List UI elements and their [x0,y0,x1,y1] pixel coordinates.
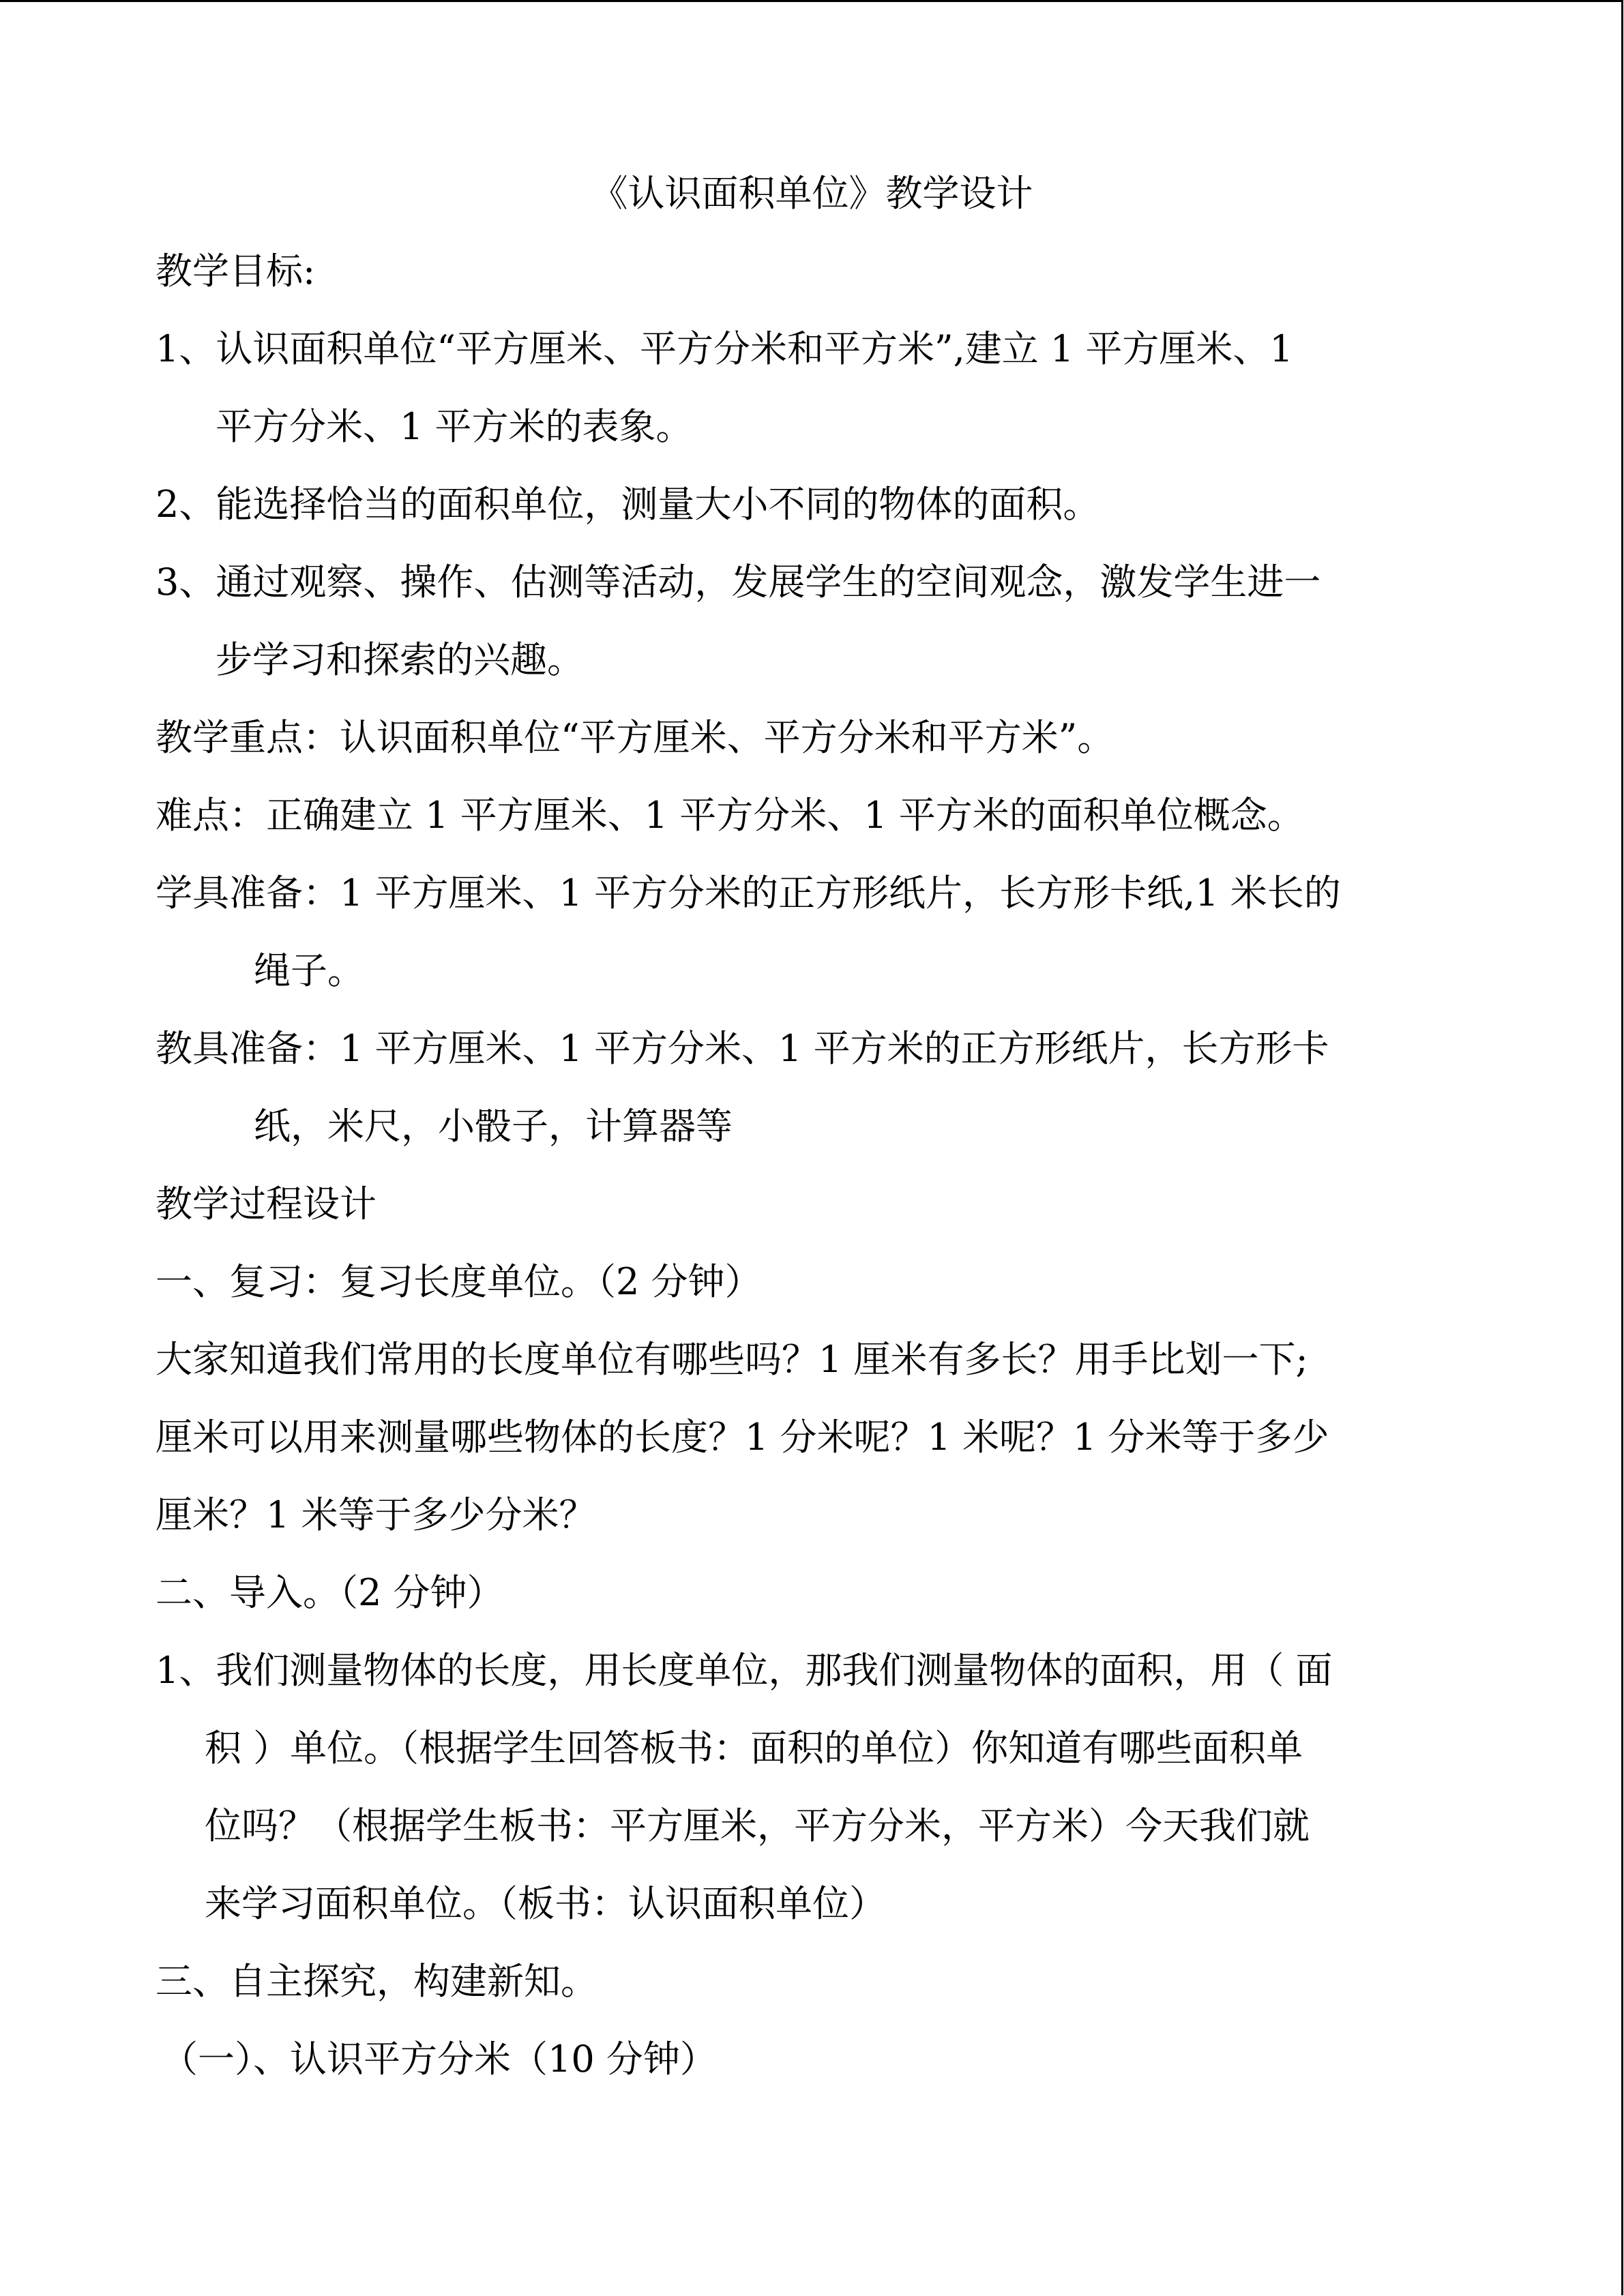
objective-2: 2、能选择恰当的面积单位，测量大小不同的物体的面积。 [156,483,1100,526]
difficulty: 难点：正确建立 1 平方厘米、1 平方分米、1 平方米的面积单位概念。 [156,794,1304,837]
objective-1-line-2: 平方分米、1 平方米的表象。 [216,405,693,448]
key-point: 教学重点：认识面积单位“平方厘米、平方分米和平方米”。 [156,716,1114,759]
section-3-subheading: （一）、认识平方分米（10 分钟） [161,2038,717,2081]
objective-3-line-2: 步学习和探索的兴趣。 [216,638,584,681]
section-2-line-4: 来学习面积单位。（板书：认识面积单位） [205,1882,886,1925]
teacher-tools-line-1: 教具准备：1 平方厘米、1 平方分米、1 平方米的正方形纸片，长方形卡 [156,1027,1329,1070]
objective-1-line-1: 1、认识面积单位“平方厘米、平方分米和平方米”,建立 1 平方厘米、1 [156,327,1293,370]
section-2-heading: 二、导入。（2 分钟） [156,1571,504,1614]
document-title: 《认识面积单位》教学设计 [591,172,1033,215]
section-2-line-1: 1、我们测量物体的长度，用长度单位，那我们测量物体的面积，用（ 面 [156,1649,1333,1692]
process-heading: 教学过程设计 [156,1182,377,1225]
objective-3-line-1: 3、通过观察、操作、估测等活动，发展学生的空间观念，激发学生进一 [156,561,1321,603]
section-1-heading: 一、复习：复习长度单位。（2 分钟） [156,1260,762,1303]
section-2-line-3: 位吗？（根据学生板书：平方厘米，平方分米，平方米）今天我们就 [205,1804,1310,1847]
student-tools-line-2: 绳子。 [254,949,364,992]
objectives-heading: 教学目标: [156,250,316,293]
teacher-tools-line-2: 纸，米尺，小骰子，计算器等 [254,1105,733,1148]
section-2-line-2: 积 ）单位。（根据学生回答板书：面积的单位）你知道有哪些面积单 [205,1727,1303,1770]
section-1-line-1: 大家知道我们常用的长度单位有哪些吗？1 厘米有多长？用手比划一下; [156,1338,1308,1381]
student-tools-line-1: 学具准备：1 平方厘米、1 平方分米的正方形纸片，长方形卡纸,1 米长的 [156,871,1341,914]
section-1-line-2: 厘米可以用来测量哪些物体的长度？1 分米呢？1 米呢？1 分米等于多少 [156,1416,1329,1459]
section-1-line-3: 厘米？1 米等于多少分米？ [156,1493,596,1536]
section-3-heading: 三、自主探究，构建新知。 [156,1960,597,2003]
